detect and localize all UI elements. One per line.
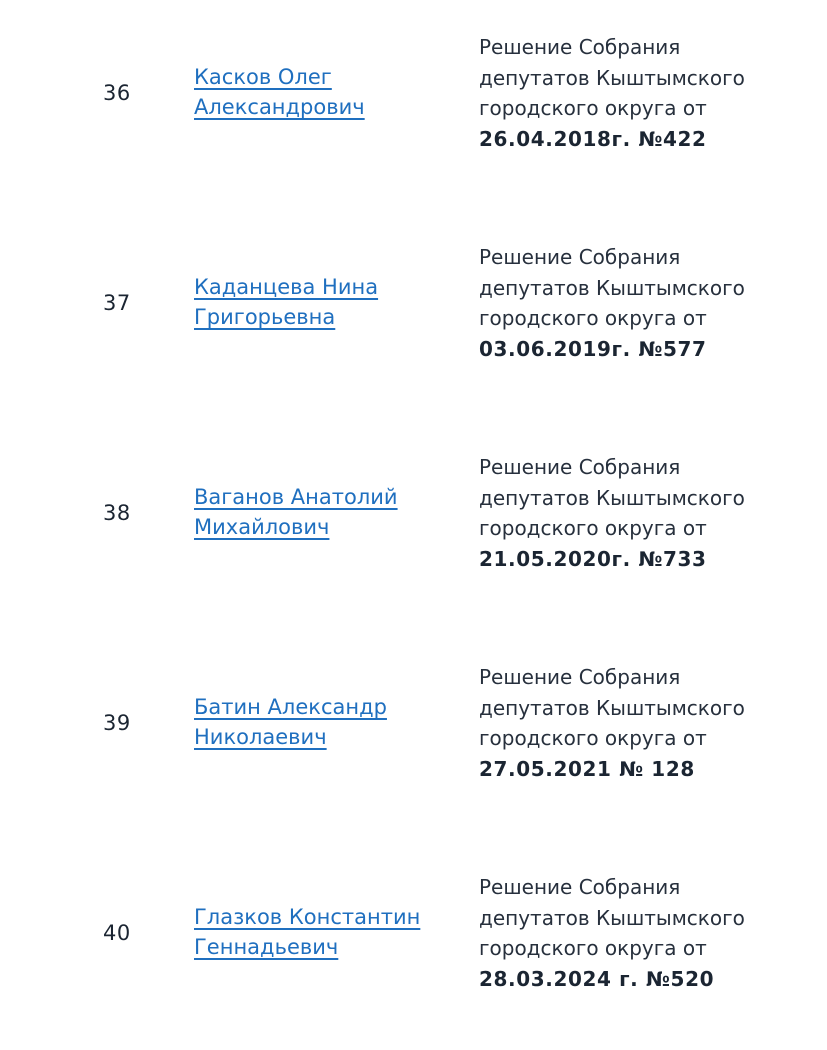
row-number: 37 [103, 291, 131, 315]
decision-text [479, 242, 809, 364]
decision-line3: городского округа от [479, 306, 707, 330]
decision-date: 28.03.2024 г. №520 [479, 966, 715, 991]
person-name-line1[interactable]: Глазков Константин [194, 905, 421, 929]
row-number: 39 [103, 711, 131, 735]
person-name-line2[interactable]: Михайлович [194, 515, 330, 539]
person-name-link[interactable] [194, 482, 454, 542]
list-item [0, 210, 827, 420]
person-name-line2[interactable]: Геннадьевич [194, 935, 339, 959]
decision-line1: Решение Собрания [479, 875, 681, 899]
decision-date: 21.05.2020г. №733 [479, 546, 707, 571]
decision-date: 03.06.2019г. №577 [479, 336, 707, 361]
decision-date: 26.04.2018г. №422 [479, 126, 707, 151]
person-name-link[interactable] [194, 902, 454, 962]
decision-text [479, 872, 809, 994]
decision-text [479, 452, 809, 574]
decision-line2: депутатов Кыштымского [479, 695, 745, 720]
person-name-line1[interactable]: Батин Александр [194, 695, 387, 719]
row-number: 40 [103, 921, 131, 945]
decision-line3: городского округа от [479, 96, 707, 120]
person-name-line2[interactable]: Григорьевна [194, 305, 336, 329]
decision-line2: депутатов Кыштымского [479, 485, 745, 510]
list-item [0, 840, 827, 1050]
decision-line3: городского округа от [479, 516, 707, 540]
decision-line1: Решение Собрания [479, 665, 681, 689]
decision-line2: депутатов Кыштымского [479, 275, 745, 300]
decision-line2: депутатов Кыштымского [479, 65, 745, 90]
person-name-link[interactable] [194, 62, 454, 122]
person-name-line2[interactable]: Николаевич [194, 725, 327, 749]
person-name-link[interactable] [194, 272, 454, 332]
decision-line1: Решение Собрания [479, 455, 681, 479]
person-name-line2[interactable]: Александрович [194, 95, 365, 119]
decision-line3: городского округа от [479, 936, 707, 960]
decision-line1: Решение Собрания [479, 245, 681, 269]
decision-line2: депутатов Кыштымского [479, 905, 745, 930]
person-name-line1[interactable]: Касков Олег [194, 65, 332, 89]
row-number: 38 [103, 501, 131, 525]
list-item [0, 630, 827, 840]
list-item [0, 0, 827, 210]
person-name-line1[interactable]: Ваганов Анатолий [194, 485, 398, 509]
decision-line1: Решение Собрания [479, 35, 681, 59]
person-name-link[interactable] [194, 692, 454, 752]
decision-text [479, 662, 809, 784]
decision-date: 27.05.2021 № 128 [479, 756, 695, 781]
decision-line3: городского округа от [479, 726, 707, 750]
person-name-line1[interactable]: Каданцева Нина [194, 275, 379, 299]
decision-text [479, 32, 809, 154]
row-number: 36 [103, 81, 131, 105]
list-item [0, 420, 827, 630]
